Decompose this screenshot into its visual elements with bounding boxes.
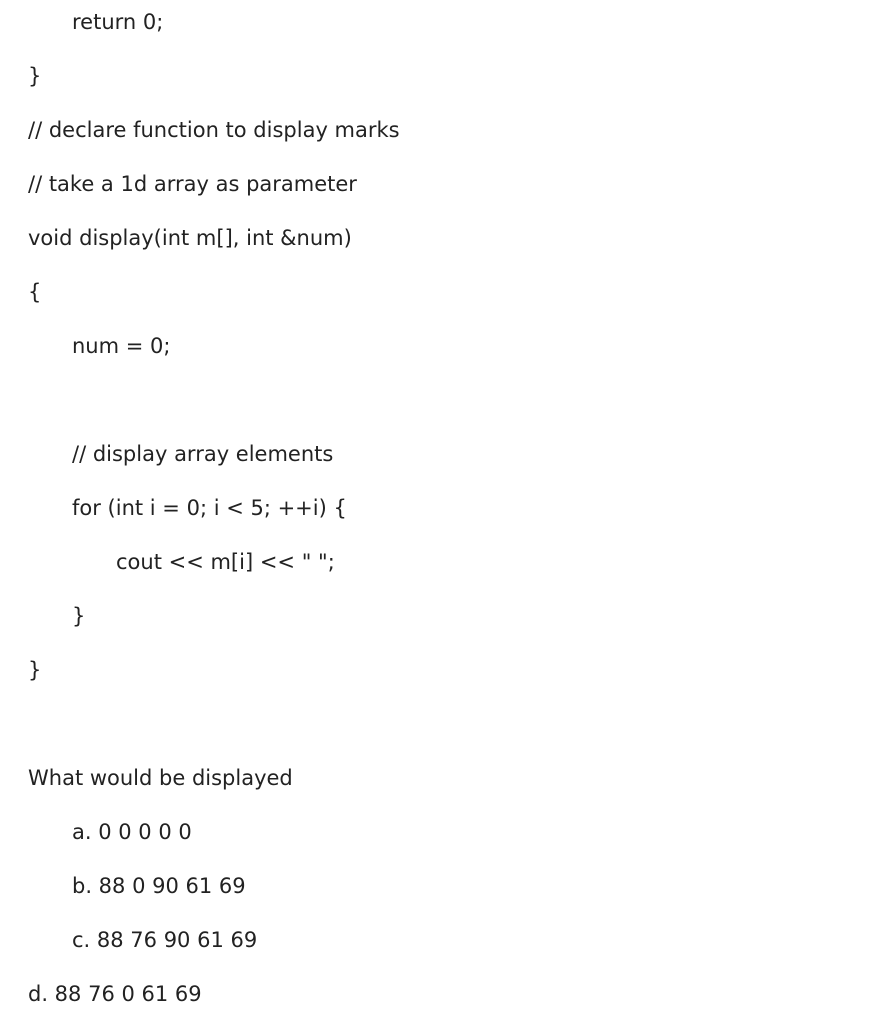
option-c[interactable]: c. 88 76 90 61 69	[72, 928, 258, 952]
code-line-return: return 0;	[72, 10, 164, 34]
code-line-comment-display: // display array elements	[72, 442, 334, 466]
option-d[interactable]: d. 88 76 0 61 69	[28, 982, 202, 1006]
code-line-signature: void display(int m[], int &num)	[28, 226, 352, 250]
code-line-open-brace: {	[28, 280, 42, 304]
question-prompt: What would be displayed	[28, 766, 293, 790]
option-a[interactable]: a. 0 0 0 0 0	[72, 820, 192, 844]
code-line-num-assign: num = 0;	[72, 334, 171, 358]
code-line-comment-param: // take a 1d array as parameter	[28, 172, 357, 196]
code-line-close-brace-func: }	[28, 658, 42, 682]
code-line-close-brace-for: }	[72, 604, 86, 628]
code-line-close-brace-main: }	[28, 64, 42, 88]
code-line-cout: cout << m[i] << " ";	[116, 550, 335, 574]
code-line-for-loop: for (int i = 0; i < 5; ++i) {	[72, 496, 347, 520]
code-line-comment-declare: // declare function to display marks	[28, 118, 400, 142]
option-b[interactable]: b. 88 0 90 61 69	[72, 874, 246, 898]
